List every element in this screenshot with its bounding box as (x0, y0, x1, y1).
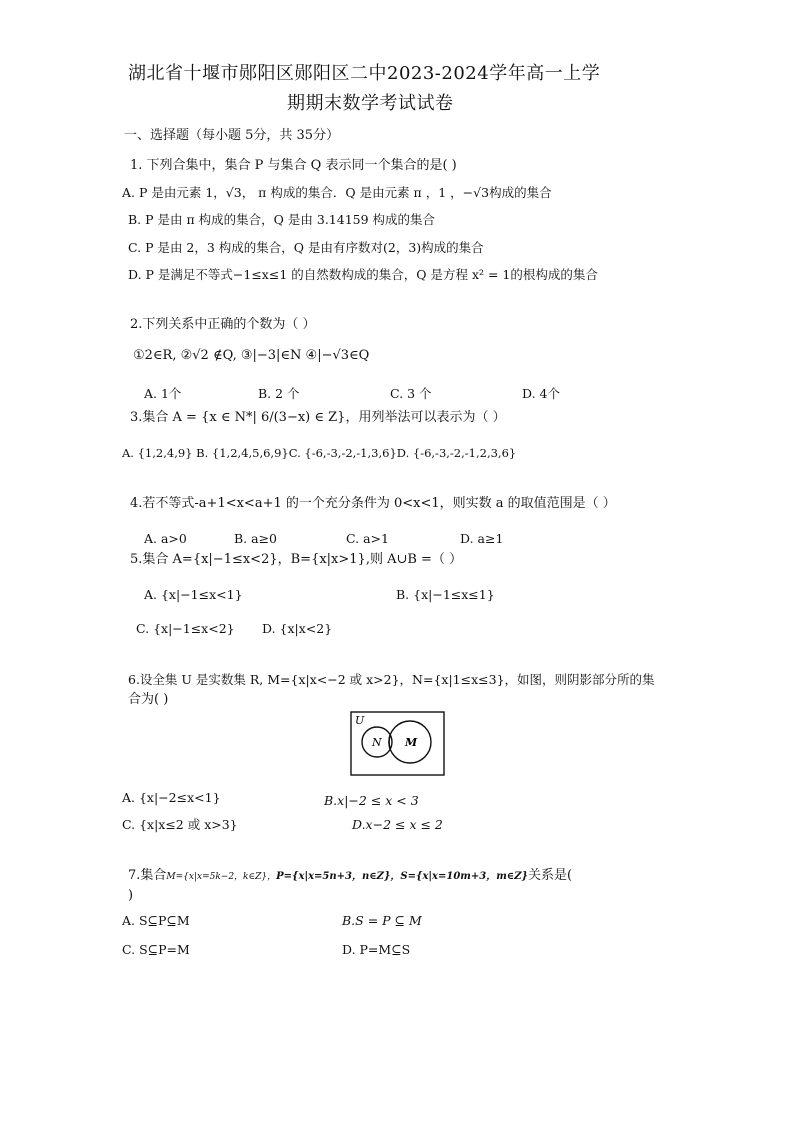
venn-diagram (350, 711, 446, 777)
q1-option-c: C. P 是由 2，3 构成的集合，Q 是由有序数对(2，3)构成的集合 (128, 240, 484, 255)
section-heading: 一、选择题（每小题 5分，共 35分） (124, 128, 340, 143)
q7-stem-prefix: 7.集合 (128, 868, 167, 883)
q3-options: A. {1,2,4,9} B. {1,2,4,5,6,9}C. {-6,-3,-2,-1,3,6}D. {-6,-3,-2,-1,2,3,6} (122, 446, 517, 460)
q7-option-d: D. P=M⊆S (342, 942, 411, 957)
q5-option-d: D. {x|x<2} (262, 621, 333, 636)
q5-option-a: A. {x|−1≤x<1} (144, 587, 243, 602)
q1-option-d: D. P 是满足不等式−1≤x≤1 的自然数构成的集合，Q 是方程 x² = 1的根构成的集合 (128, 267, 598, 282)
q5-stem: 5.集合 A={x|−1≤x<2}，B={x|x>1},则 A∪B =（ ） (130, 552, 463, 567)
q7-option-c: C. S⊆P=M (122, 942, 190, 957)
q3-stem: 3.集合 A = {x ∈ N*| 6/(3−x) ∈ Z}，用列举法可以表示为（ ） (130, 410, 506, 425)
q1-stem: 1. 下列合集中，集合 P 与集合 Q 表示同一个集合的是( ) (130, 158, 457, 173)
q1-option-b: B. P 是由 π 构成的集合，Q 是由 3.14159 构成的集合 (128, 212, 436, 227)
q6-stem-line-1: 6.设全集 U 是实数集 R, M={x|x<−2 或 x>2}，N={x|1≤x≤3}，如图，则阴影部分所的集 (128, 672, 655, 687)
q7-stem-suffix: 关系是( (527, 868, 573, 883)
q6-option-c: C. {x|x≤2 或 x>3} (122, 817, 238, 832)
q4-option-c: C. a>1 (346, 531, 389, 546)
q6-option-d: D.x−2 ≤ x ≤ 2 (352, 817, 443, 832)
q6-stem-line-2: 合为( ) (128, 692, 169, 707)
q2-option-b: B. 2 个 (258, 386, 300, 401)
q4-option-a: A. a>0 (144, 531, 187, 546)
q1-option-a: A. P 是由元素 1，√3， π 构成的集合．Q 是由元素 π ，1 ，−√3构成的集合 (122, 185, 552, 200)
title-line-2: 期期末数学考试试卷 (287, 93, 454, 114)
q2-option-a: A. 1个 (144, 386, 182, 401)
q4-option-b: B. a≥0 (234, 531, 278, 546)
title-line-1: 湖北省十堰市郧阳区郧阳区二中2023-2024学年高一上学 (128, 63, 601, 84)
q7-set-m: M={x|x=5k−2，k∈Z}， (166, 872, 277, 882)
q7-set-p: P={x|x=5n+3，n∈Z}， (276, 871, 401, 882)
q5-option-b: B. {x|−1≤x≤1} (396, 587, 495, 602)
q4-option-d: D. a≥1 (460, 531, 504, 546)
q7-option-b: B.S = P ⊆ M (342, 913, 422, 928)
q7-set-s: S={x|x=10m+3，m∈Z} (400, 871, 528, 882)
q4-stem: 4.若不等式-a+1<x<a+1 的一个充分条件为 0<x<1，则实数 a 的取值范围是（ ） (130, 496, 616, 511)
venn-universal-rect (351, 712, 444, 775)
q7-stem-close: ) (128, 888, 134, 903)
q6-option-a: A. {x|−2≤x<1} (122, 790, 221, 805)
venn-label-n: N (372, 736, 382, 749)
q2-stem: 2.下列关系中正确的个数为（ ） (130, 317, 316, 332)
q2-option-d: D. 4个 (522, 386, 560, 401)
venn-label-m: M (405, 736, 418, 749)
q7-option-a: A. S⊆P⊆M (122, 913, 190, 928)
q2-relations: ①2∈R, ②√2 ∉Q, ③|−3|∈N ④|−√3∈Q (133, 348, 370, 363)
q6-option-b: B.x|−2 ≤ x < 3 (324, 793, 419, 808)
q2-option-c: C. 3 个 (390, 386, 432, 401)
venn-label-u: U (355, 714, 365, 727)
q5-option-c: C. {x|−1≤x<2} (136, 621, 235, 636)
q7-stem (128, 868, 572, 885)
